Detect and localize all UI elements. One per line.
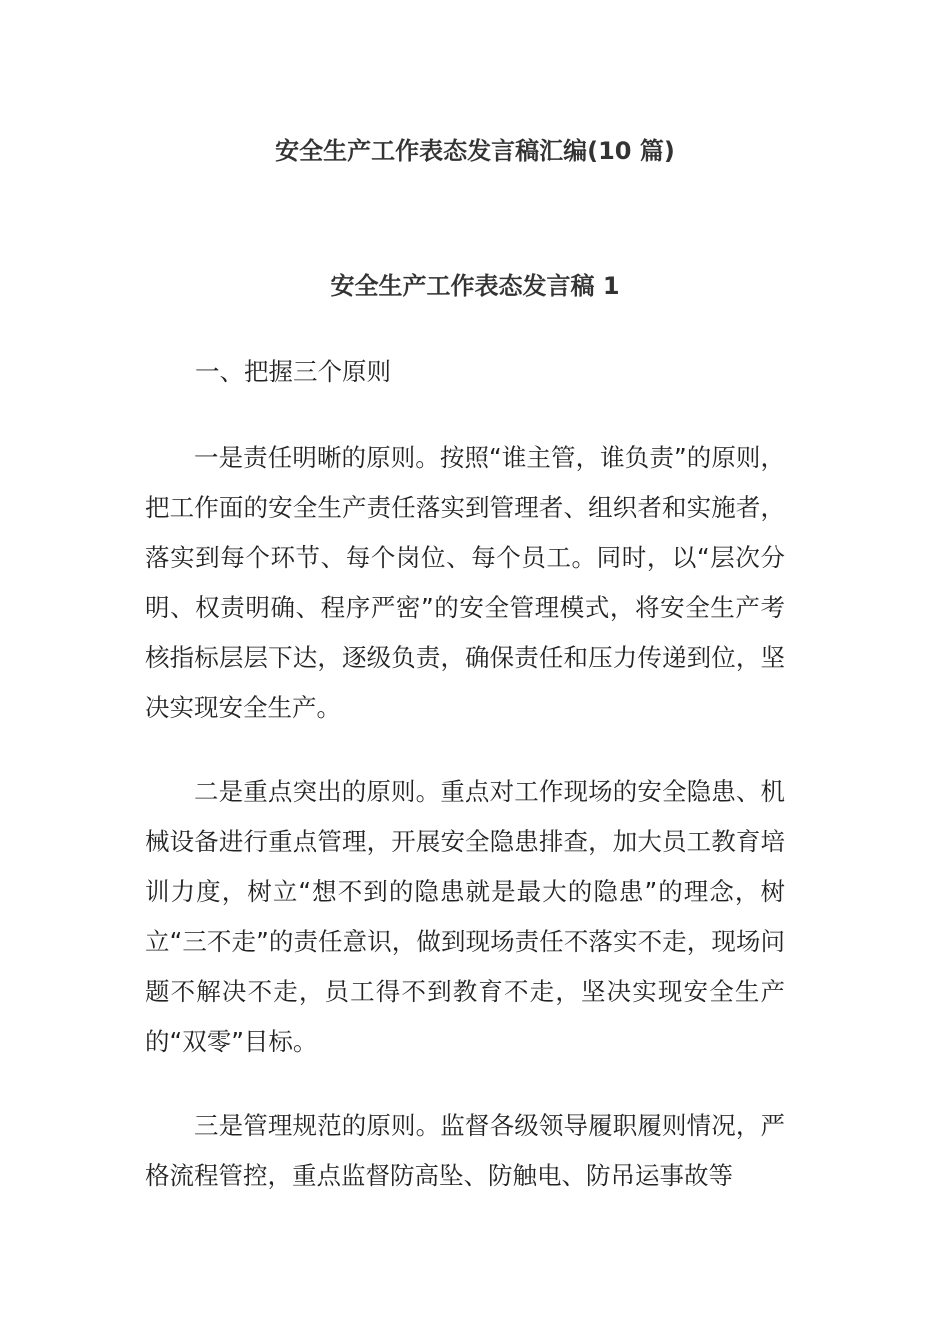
paragraph-standard-management-principle: 三是管理规范的原则。监督各级领导履职履则情况，严格流程管控，重点监督防高坠、防触电、防吊运事故等 xyxy=(145,1111,785,1190)
section-title: 安全生产工作表态发言稿 1 xyxy=(330,272,620,300)
paragraph-key-focus-principle: 二是重点突出的原则。重点对工作现场的安全隐患、机械设备进行重点管理，开展安全隐患排查，加大员工教育培训力度，树立“想不到的隐患就是最大的隐患”的理念，树立“三不走”的责任意识，做到现场责任不落实不走，现场问题不解决不走，员工得不到教育不走，坚决实现安全生产的“双零”目标。 xyxy=(145,777,785,1056)
document-title: 安全生产工作表态发言稿汇编(10 篇) xyxy=(275,137,675,165)
paragraph-responsibility-principle: 一是责任明晰的原则。按照“谁主管，谁负责”的原则，把工作面的安全生产责任落实到管理者、组织者和实施者，落实到每个环节、每个岗位、每个员工。同时，以“层次分明、权责明确、程序严密”的安全管理模式，将安全生产考核指标层层下达，逐级负责，确保责任和压力传递到位，坚决实现安全生产。 xyxy=(145,443,785,722)
section-heading: 一、把握三个原则 xyxy=(195,357,391,386)
